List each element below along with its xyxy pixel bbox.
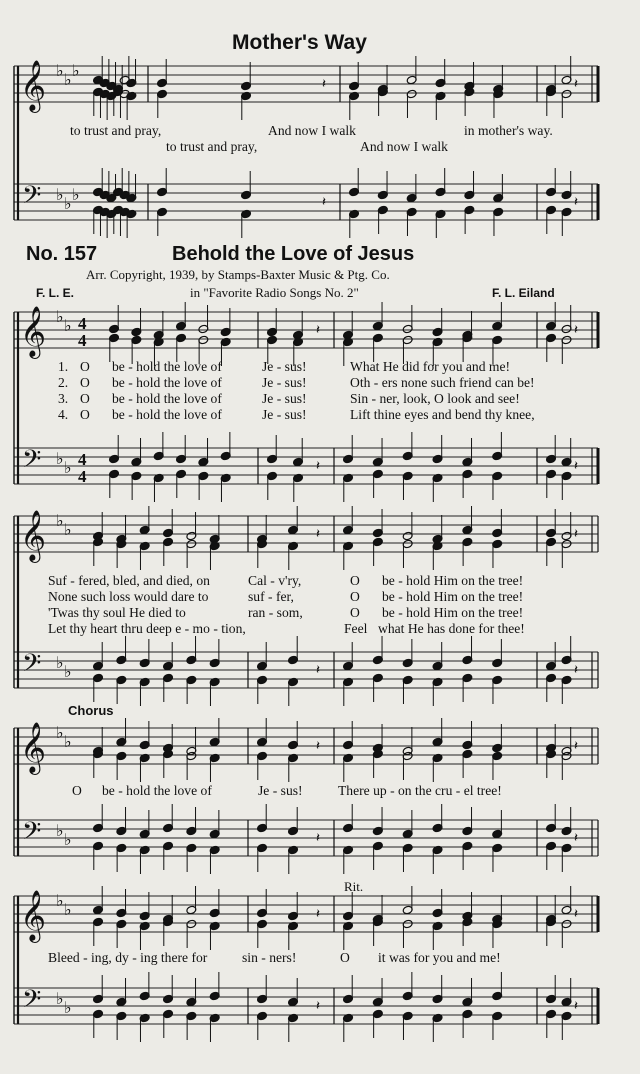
flat-icon: ♭ bbox=[56, 821, 64, 840]
copyright-line: Arr. Copyright, 1939, by Stamps-Baxter Music & Ptg. Co. bbox=[86, 267, 390, 282]
rest-symbol: 𝄽 bbox=[574, 323, 578, 338]
rest-symbol: 𝄽 bbox=[574, 527, 578, 542]
flat-icon: ♭ bbox=[56, 989, 64, 1008]
treble-clef-icon: 𝄞 bbox=[20, 890, 47, 941]
music-credit: F. L. Eiland bbox=[492, 286, 555, 300]
rest-symbol: 𝄽 bbox=[574, 195, 578, 210]
lyric: O bbox=[340, 950, 350, 965]
hymn-number: No. 157 bbox=[26, 243, 98, 265]
flat-icon: ♭ bbox=[56, 185, 64, 204]
rest-symbol: 𝄽 bbox=[574, 663, 578, 678]
rest-symbol: 𝄽 bbox=[316, 663, 320, 678]
rest-symbol: 𝄽 bbox=[574, 77, 578, 92]
rest-symbol: 𝄽 bbox=[322, 195, 326, 210]
flat-icon: ♭ bbox=[56, 307, 64, 326]
lyric: Je - sus! bbox=[262, 359, 307, 374]
lyric: to trust and pray, bbox=[70, 123, 162, 138]
lyric: And now I walk bbox=[268, 123, 356, 138]
flat-icon: ♭ bbox=[64, 998, 72, 1017]
flat-icon: ♭ bbox=[64, 316, 72, 335]
lyric: 'Twas thy soul He died to bbox=[48, 605, 186, 620]
rest-symbol: 𝄽 bbox=[316, 527, 320, 542]
rest-symbol: 𝄽 bbox=[316, 907, 320, 922]
flat-icon: ♭ bbox=[56, 891, 64, 910]
lyric: be - hold Him on the tree! bbox=[382, 589, 524, 604]
verse-number: 4. bbox=[58, 407, 69, 422]
time-signature-top: 4 bbox=[78, 314, 87, 333]
flat-icon: ♭ bbox=[64, 900, 72, 919]
lyric: O bbox=[350, 589, 360, 604]
rit-label: Rit. bbox=[344, 879, 364, 894]
lyric: Cal - v'ry, bbox=[248, 573, 302, 588]
time-signature-bottom: 4 bbox=[78, 331, 87, 350]
lyric: ran - som, bbox=[248, 605, 303, 620]
hymn-title: Behold the Love of Jesus bbox=[172, 243, 415, 265]
time-signature-top: 4 bbox=[78, 450, 87, 469]
flat-icon: ♭ bbox=[64, 732, 72, 751]
rest-symbol: 𝄽 bbox=[574, 831, 578, 846]
bass-clef-icon: 𝄢 bbox=[22, 445, 42, 480]
time-signature-bottom: 4 bbox=[78, 467, 87, 486]
rest-symbol: 𝄽 bbox=[316, 739, 320, 754]
treble-clef-icon: 𝄞 bbox=[20, 306, 47, 357]
verse-number: 3. bbox=[58, 391, 69, 406]
bass-clef-icon: 𝄢 bbox=[22, 985, 42, 1020]
lyric: Bleed - ing, dy - ing there for bbox=[48, 950, 208, 965]
rest-symbol: 𝄽 bbox=[316, 459, 320, 474]
treble-clef-icon: 𝄞 bbox=[20, 722, 47, 773]
rest-symbol: 𝄽 bbox=[574, 907, 578, 922]
lyric: Je - sus! bbox=[262, 391, 307, 406]
flat-icon: ♭ bbox=[56, 449, 64, 468]
treble-clef-icon: 𝄞 bbox=[20, 60, 47, 111]
bass-clef-icon: 𝄢 bbox=[22, 649, 42, 684]
bass-clef-icon: 𝄢 bbox=[22, 181, 42, 216]
lyric: be - hold Him on the tree! bbox=[382, 605, 524, 620]
lyric: Suf - fered, bled, and died, on bbox=[48, 573, 210, 588]
flat-icon: ♭ bbox=[72, 61, 80, 80]
lyric: Je - sus! bbox=[262, 407, 307, 422]
lyric: O bbox=[80, 359, 90, 374]
words-credit: F. L. E. bbox=[36, 286, 75, 300]
treble-clef-icon: 𝄞 bbox=[20, 510, 47, 561]
lyric: be - hold the love of bbox=[112, 407, 222, 422]
flat-icon: ♭ bbox=[64, 194, 72, 213]
lyric: be - hold the love of bbox=[112, 391, 222, 406]
lyric: suf - fer, bbox=[248, 589, 294, 604]
verse-number: 2. bbox=[58, 375, 69, 390]
lyric: There up - on the cru - el tree! bbox=[338, 783, 502, 798]
lyric: Lift thine eyes and bend thy knee, bbox=[350, 407, 535, 422]
flat-icon: ♭ bbox=[56, 61, 64, 80]
lyric: O bbox=[350, 605, 360, 620]
flat-icon: ♭ bbox=[64, 70, 72, 89]
lyric: O bbox=[72, 783, 82, 798]
lyric: And now I walk bbox=[360, 139, 448, 154]
lyric: be - hold Him on the tree! bbox=[382, 573, 524, 588]
rest-symbol: 𝄽 bbox=[316, 831, 320, 846]
lyric: O bbox=[80, 407, 90, 422]
flat-icon: ♭ bbox=[56, 653, 64, 672]
flat-icon: ♭ bbox=[64, 458, 72, 477]
lyric: What He did for you and me! bbox=[350, 359, 511, 374]
bass-clef-icon: 𝄢 bbox=[22, 817, 42, 852]
lyric: be - hold the love of bbox=[112, 359, 222, 374]
lyric: Let thy heart thru deep e - mo - tion, bbox=[48, 621, 246, 636]
flat-icon: ♭ bbox=[56, 511, 64, 530]
top-song-title: Mother's Way bbox=[232, 31, 367, 54]
rest-symbol: 𝄽 bbox=[316, 323, 320, 338]
rest-symbol: 𝄽 bbox=[316, 999, 320, 1014]
flat-icon: ♭ bbox=[64, 830, 72, 849]
lyric: Je - sus! bbox=[258, 783, 303, 798]
lyric: O bbox=[350, 573, 360, 588]
rest-symbol: 𝄽 bbox=[574, 999, 578, 1014]
flat-icon: ♭ bbox=[64, 662, 72, 681]
flat-icon: ♭ bbox=[56, 723, 64, 742]
lyric: Feel bbox=[344, 621, 368, 636]
source-credit: in "Favorite Radio Songs No. 2" bbox=[190, 285, 359, 300]
lyric: Sin - ner, look, O look and see! bbox=[350, 391, 520, 406]
rest-symbol: 𝄽 bbox=[574, 459, 578, 474]
verse-number: 1. bbox=[58, 359, 69, 374]
lyric: to trust and pray, bbox=[166, 139, 258, 154]
chorus-label: Chorus bbox=[68, 703, 114, 718]
lyric: sin - ners! bbox=[242, 950, 297, 965]
lyric: what He has done for thee! bbox=[378, 621, 525, 636]
lyric: in mother's way. bbox=[464, 123, 553, 138]
lyric: Oth - ers none such friend can be! bbox=[350, 375, 535, 390]
flat-icon: ♭ bbox=[64, 520, 72, 539]
lyric: O bbox=[80, 375, 90, 390]
lyric: be - hold the love of bbox=[112, 375, 222, 390]
lyric: Je - sus! bbox=[262, 375, 307, 390]
rest-symbol: 𝄽 bbox=[574, 739, 578, 754]
lyric: None such loss would dare to bbox=[48, 589, 209, 604]
lyric: it was for you and me! bbox=[378, 950, 501, 965]
rest-symbol: 𝄽 bbox=[322, 77, 326, 92]
lyric: O bbox=[80, 391, 90, 406]
flat-icon: ♭ bbox=[72, 185, 80, 204]
lyric: be - hold the love of bbox=[102, 783, 212, 798]
